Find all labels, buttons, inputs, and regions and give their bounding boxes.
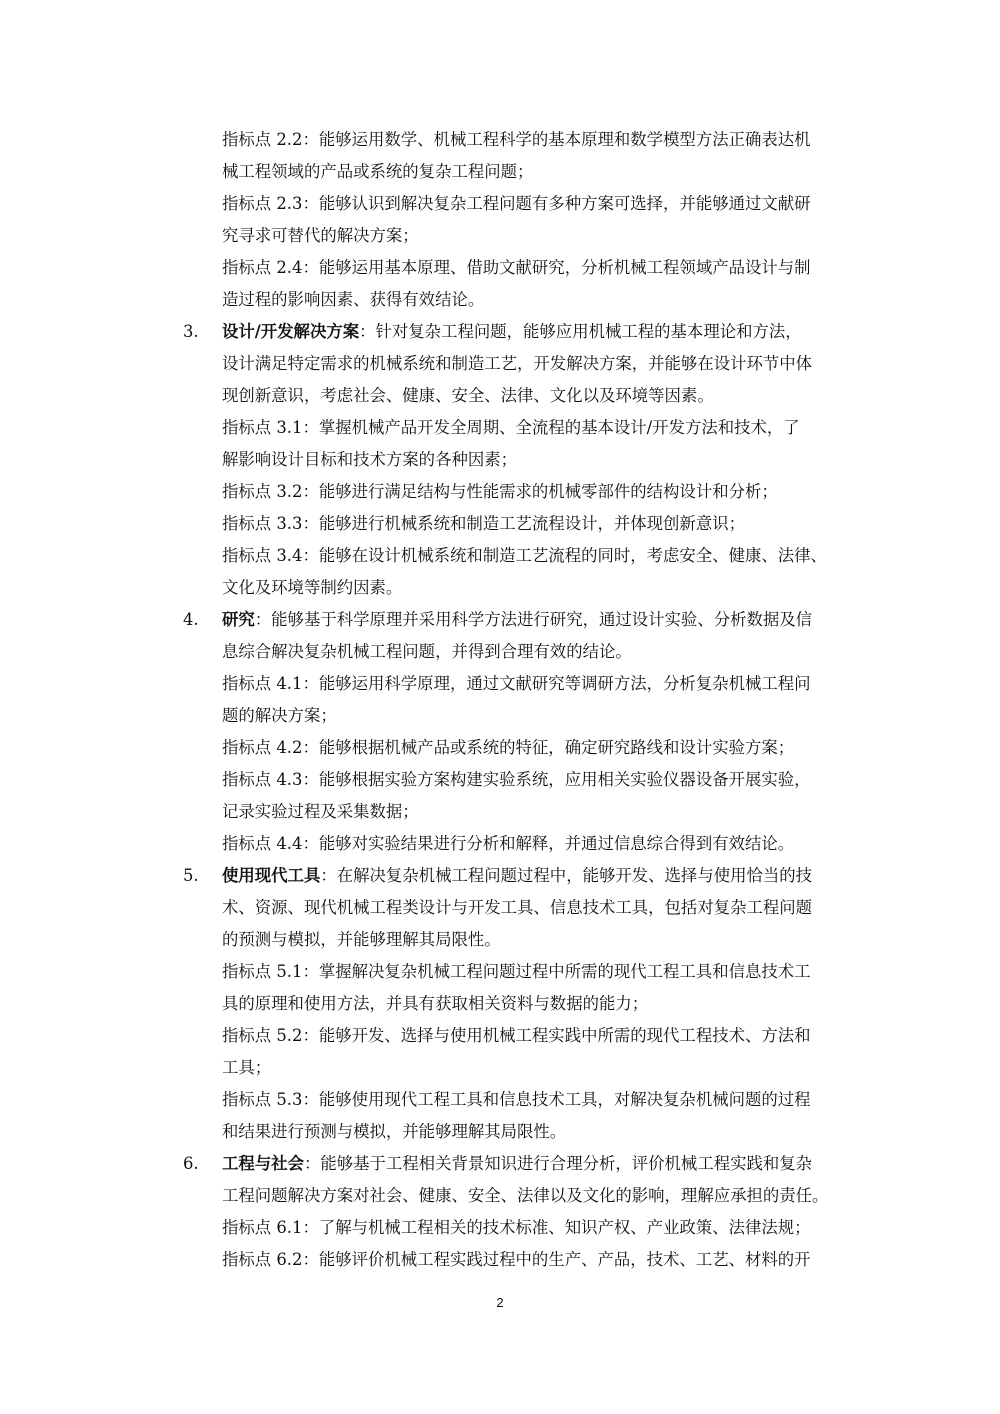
- line-text: 指标点 5.1：掌握解决复杂机械工程问题过程中所需的现代工程工具和信息技术工: [222, 962, 811, 981]
- line-text: 指标点 5.2：能够开发、选择与使用机械工程实践中所需的现代工程技术、方法和: [222, 1026, 811, 1045]
- text-line: [222, 1249, 850, 1271]
- list-number: 6.: [183, 1154, 199, 1173]
- line-text: 指标点 4.3：能够根据实验方案构建实验系统，应用相关实验仪器设备开展实验，: [222, 770, 811, 789]
- text-line: [222, 961, 850, 983]
- line-text: 题的解决方案；: [222, 706, 337, 725]
- line-text: ：针对复杂工程问题，能够应用机械工程的基本理论和方法，: [359, 322, 802, 341]
- text-line: [222, 1025, 850, 1047]
- text-line: [222, 289, 850, 311]
- list-number: 3.: [183, 322, 199, 341]
- line-text: 文化及环境等制约因素。: [222, 578, 403, 597]
- line-text: 具的原理和使用方法，并具有获取相关资料与数据的能力；: [222, 994, 649, 1013]
- line-text: 指标点 3.1：掌握机械产品开发全周期、全流程的基本设计/开发方法和技术，了: [222, 418, 800, 437]
- text-line: [222, 801, 850, 823]
- line-text: 指标点 6.1：了解与机械工程相关的技术标准、知识产权、产业政策、法律法规；: [222, 1218, 811, 1237]
- line-text: 指标点 3.2：能够进行满足结构与性能需求的机械零部件的结构设计和分析；: [222, 482, 778, 501]
- text-line: [222, 417, 850, 439]
- line-text: 指标点 6.2：能够评价机械工程实践过程中的生产、产品，技术、工艺、材料的开: [222, 1250, 811, 1269]
- text-line: [222, 577, 850, 599]
- line-text: ：能够基于科学原理并采用科学方法进行研究，通过设计实验、分析数据及信: [254, 610, 813, 629]
- line-text: 记录实验过程及采集数据；: [222, 802, 419, 821]
- requirement-term: 设计/开发解决方案: [222, 322, 360, 341]
- text-line: [222, 161, 850, 183]
- line-text: 指标点 4.1：能够运用科学原理，通过文献研究等调研方法，分析复杂机械工程问: [222, 674, 811, 693]
- line-text: 指标点 4.2：能够根据机械产品或系统的特征，确定研究路线和设计实验方案；: [222, 738, 795, 757]
- line-text: 指标点 5.3：能够使用现代工程工具和信息技术工具，对解决复杂机械问题的过程: [222, 1090, 811, 1109]
- line-text: 究寻求可替代的解决方案；: [222, 226, 419, 245]
- list-number: 4.: [183, 610, 199, 629]
- list-number: 5.: [183, 866, 199, 885]
- line-text: 械工程领域的产品或系统的复杂工程问题；: [222, 162, 534, 181]
- requirement-term: 工程与社会: [222, 1154, 304, 1173]
- requirement-heading-line: [222, 1153, 850, 1175]
- line-text: 造过程的影响因素、获得有效结论。: [222, 290, 485, 309]
- text-line: [222, 833, 850, 855]
- line-text: 工程问题解决方案对社会、健康、安全、法律以及文化的影响，理解应承担的责任。: [222, 1186, 829, 1205]
- line-text: 工具；: [222, 1058, 272, 1077]
- requirement-heading-line: [222, 321, 850, 343]
- text-line: [222, 641, 850, 663]
- text-line: [222, 1089, 850, 1111]
- line-text: ：在解决复杂机械工程问题过程中，能够开发、选择与使用恰当的技: [320, 866, 813, 885]
- line-text: 指标点 4.4：能够对实验结果进行分析和解释，并通过信息综合得到有效结论。: [222, 834, 795, 853]
- text-line: [222, 481, 850, 503]
- line-text: 的预测与模拟，并能够理解其局限性。: [222, 930, 501, 949]
- text-line: [222, 193, 850, 215]
- requirement-term: 使用现代工具: [222, 866, 321, 885]
- text-line: [222, 513, 850, 535]
- line-text: 指标点 2.4：能够运用基本原理、借助文献研究，分析机械工程领域产品设计与制: [222, 258, 811, 277]
- text-line: [222, 673, 850, 695]
- line-text: 指标点 2.3：能够认识到解决复杂工程问题有多种方案可选择，并能够通过文献研: [222, 194, 811, 213]
- text-line: [222, 737, 850, 759]
- text-line: [222, 1217, 850, 1239]
- text-line: [222, 257, 850, 279]
- text-line: [222, 769, 850, 791]
- text-line: [222, 225, 850, 247]
- text-line: [222, 897, 850, 919]
- line-text: 和结果进行预测与模拟，并能够理解其局限性。: [222, 1122, 567, 1141]
- text-line: [222, 1185, 850, 1207]
- text-line: [222, 1057, 850, 1079]
- line-text: 指标点 3.3：能够进行机械系统和制造工艺流程设计，并体现创新意识；: [222, 514, 745, 533]
- text-line: [222, 353, 850, 375]
- line-text: 指标点 2.2：能够运用数学、机械工程科学的基本原理和数学模型方法正确表达机: [222, 130, 811, 149]
- line-text: 息综合解决复杂机械工程问题，并得到合理有效的结论。: [222, 642, 632, 661]
- text-line: [222, 929, 850, 951]
- text-line: [222, 545, 850, 567]
- requirement-heading-line: [222, 865, 850, 887]
- line-text: 设计满足特定需求的机械系统和制造工艺，开发解决方案，并能够在设计环节中体: [222, 354, 813, 373]
- line-text: 解影响设计目标和技术方案的各种因素；: [222, 450, 518, 469]
- line-text: 术、资源、现代机械工程类设计与开发工具、信息技术工具，包括对复杂工程问题: [222, 898, 813, 917]
- text-line: [222, 1121, 850, 1143]
- line-text: 现创新意识，考虑社会、健康、安全、法律、文化以及环境等因素。: [222, 386, 714, 405]
- text-line: [222, 449, 850, 471]
- line-text: ：能够基于工程相关背景知识进行合理分析，评价机械工程实践和复杂: [303, 1154, 813, 1173]
- page-number: 2: [496, 1295, 504, 1310]
- text-line: [222, 385, 850, 407]
- text-line: [222, 129, 850, 151]
- text-line: [222, 705, 850, 727]
- requirement-heading-line: [222, 609, 850, 631]
- text-line: [222, 993, 850, 1015]
- requirement-term: 研究: [222, 610, 255, 629]
- line-text: 指标点 3.4：能够在设计机械系统和制造工艺流程的同时，考虑安全、健康、法律、: [222, 546, 827, 565]
